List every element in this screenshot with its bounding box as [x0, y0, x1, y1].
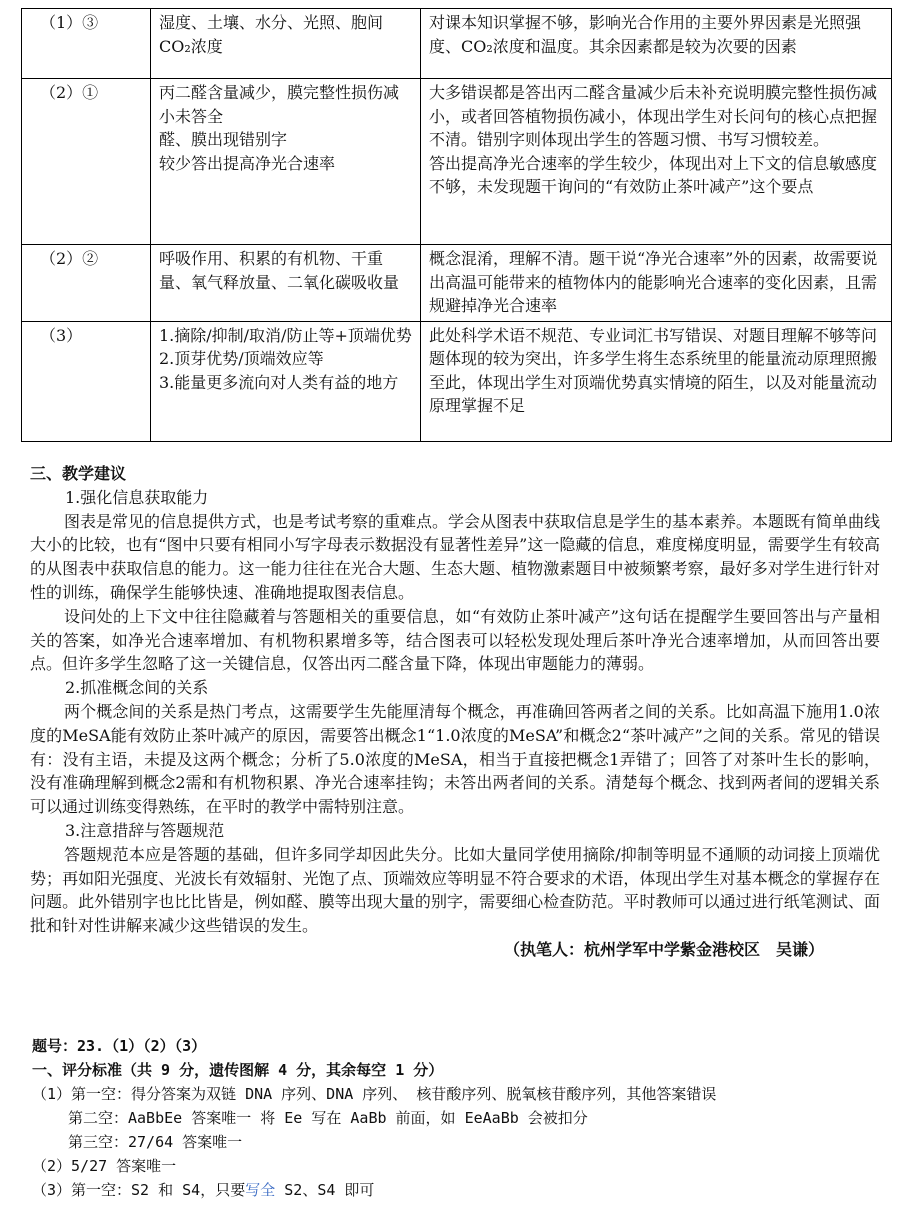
paragraph: 答题规范本应是答题的基础，但许多同学却因此失分。比如大量同学使用摘除/抑制等明显不通顺的动词接上顶端优势；再如阳光强度、光波长有效辐射、光饱了点、顶端效应等明显不符合要求的术语，体现出学生对基本概念的掌握存在问题。此外错别字也比比皆是，例如醛、膜等出现大量的别字，需要细心检查防范。平时教师可以通过进行纸笔测试、面批和针对性讲解来减少这些错误的发生。	[30, 844, 880, 936]
teaching-suggestions	[30, 462, 880, 962]
answer-line: 丙二醛含量减少，膜完整性损伤减小未答全	[159, 83, 400, 126]
subsection-title: 1.强化信息获取能力	[65, 487, 209, 507]
scoring-text: （3）第一空：S2 和 S4，只要	[32, 1181, 246, 1199]
analysis-cell	[421, 245, 892, 322]
question-cell: （2）②	[22, 245, 151, 322]
analysis-text: 对课本知识掌握不够，影响光合作用的主要外界因素是光照强度、CO₂浓度和温度。其余因素都是较为次要的因素	[429, 13, 862, 56]
error-analysis-table	[21, 8, 892, 442]
paragraph: 两个概念间的关系是热门考点，这需要学生先能厘清每个概念，再准确回答两者之间的关系。比如高温下施用1.0浓度的MeSA能有效防止茶叶减产的原因，需要答出概念1“1.0浓度的MeSA”和概念2“茶叶减产”之间的关系。常见的错误有：没有主语，未提及这两个概念；分析了5.0浓度的MeSA，相当于直接把概念1弄错了；回答了对茶叶生长的影响，没有准确理解到概念2需和有机物积累、净光合速率挂钩；未答出两者间的关系。清楚每个概念、找到两者间的逻辑关系可以通过训练变得熟练，在平时的教学中需特别注意。	[30, 701, 880, 817]
highlighted-text: 写全	[245, 1181, 276, 1199]
answer-line: 3.能量更多流向对人类有益的地方	[159, 372, 399, 392]
scoring-line	[32, 1178, 882, 1202]
answer-line: 呼吸作用、积累的有机物、干重量、氧气释放量、二氧化碳吸收量	[159, 249, 400, 292]
analysis-cell	[421, 79, 892, 245]
analysis-text: 概念混淆，理解不清。题干说“净光合速率”外的因素，故需要说出高温可能带来的植物体内的能影响光合速率的变化因素，且需规避掉净光合速率	[429, 249, 878, 315]
scoring-line: 第三空：27/64 答案唯一	[68, 1133, 243, 1151]
answer-cell	[151, 79, 421, 245]
answer-line: CO₂浓度	[159, 36, 223, 56]
answer-cell	[151, 245, 421, 322]
answer-line: 湿度、土壤、水分、光照、胞间	[159, 13, 384, 32]
scoring-text: S2、S4 即可	[275, 1181, 375, 1199]
answer-cell	[151, 9, 421, 79]
subsection-title: 2.抓准概念间的关系	[65, 678, 209, 698]
table-row	[22, 9, 892, 79]
analysis-cell	[421, 9, 892, 79]
analysis-cell	[421, 321, 892, 441]
table-row	[22, 245, 892, 322]
scoring-line: （2）5/27 答案唯一	[32, 1157, 177, 1175]
table-row	[22, 79, 892, 245]
analysis-text: 大多错误都是答出丙二醛含量减少后未补充说明膜完整性损伤减小，或者回答植物损伤减小，体现出学生对长问句的核心点把握不清。错别字则体现出学生的答题习惯、书写习惯较差。	[429, 83, 878, 149]
scoring-standard: 一、评分标准（共 9 分，遗传图解 4 分，其余每空 1 分）	[32, 1061, 444, 1079]
answer-line: 2.顶芽优势/顶端效应等	[159, 349, 324, 368]
subsection-title: 3.注意措辞与答题规范	[65, 820, 225, 840]
section-heading: 三、教学建议	[30, 464, 127, 483]
answer-cell	[151, 321, 421, 441]
answer-line: 较少答出提高净光合速率	[159, 153, 336, 173]
answer-line: 1.摘除/抑制/取消/防止等+顶端优势	[159, 325, 412, 345]
paragraph: 图表是常见的信息提供方式，也是考试考察的重难点。学会从图表中获取信息是学生的基本素养。本题既有简单曲线大小的比较，也有“图中只要有相同小写字母表示数据没有显著性差异”这一隐藏的信息，难度梯度明显，需要学生有较高的从图表中获取信息的能力。这一能力往往在光合大题、生态大题、植物激素题目中被频繁考察，最好多对学生进行针对性的训练，确保学生能够快速、准确地提取图表信息。	[30, 511, 881, 602]
question-cell: （3）	[22, 321, 151, 441]
question-title: 题号：23.（1）（2）（3）	[32, 1037, 207, 1055]
analysis-text: 答出提高净光合速率的学生较少，体现出对上下文的信息敏感度不够，未发现题干询问的“有效防止茶叶减产”这个要点	[429, 153, 878, 196]
answer-line: 醛、膜出现错别字	[159, 130, 288, 149]
scoring-line: （1）第一空：得分答案为双链 DNA 序列、DNA 序列、 核苷酸序列、脱氧核苷酸序列，其他答案错误	[32, 1085, 717, 1103]
table-row	[22, 321, 892, 441]
question-cell: （1）③	[22, 9, 151, 79]
paragraph: 设问处的上下文中往往隐藏着与答题相关的重要信息，如“有效防止茶叶减产”这句话在提醒学生要回答出与产量相关的答案，如净光合速率增加、有机物积累增多等，结合图表可以轻松发现处理后茶叶净光合速率增加，从而回答出要点。但许多学生忽略了这一关键信息，仅答出丙二醛含量下降，体现出审题能力的薄弱。	[30, 606, 880, 674]
q23-scoring	[32, 1034, 882, 1202]
scoring-line: 第二空：AaBbEe 答案唯一 将 Ee 写在 AaBb 前面，如 EeAaBb 会被扣分	[68, 1109, 588, 1127]
author-line: （执笔人：杭州学军中学紫金港校区 吴谦）	[503, 939, 824, 959]
analysis-text: 此处科学术语不规范、专业词汇书写错误、对题目理解不够等问题体现的较为突出，许多学生将生态系统里的能量流动原理照搬至此，体现出学生对顶端优势真实情境的陌生，以及对能量流动原理掌握不足	[429, 325, 878, 415]
question-cell: （2）①	[22, 79, 151, 245]
